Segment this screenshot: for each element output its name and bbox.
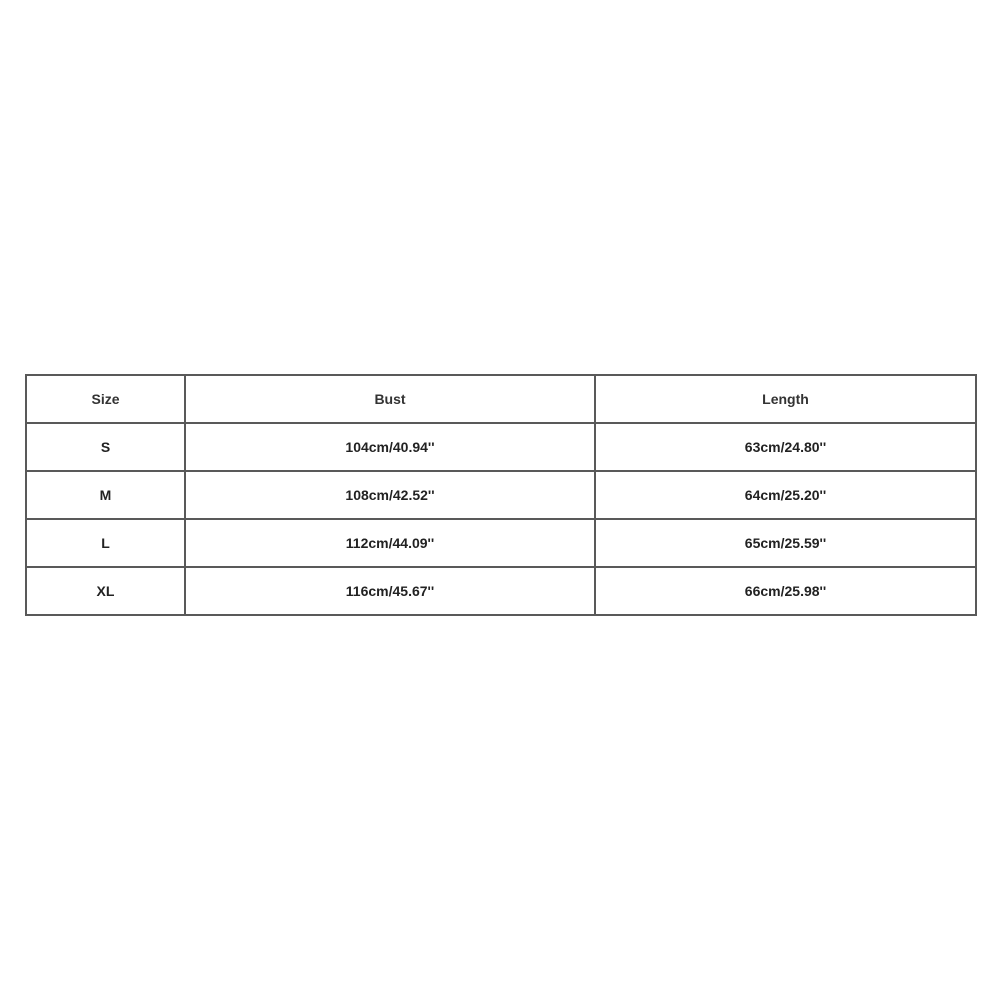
header-bust: Bust [185,375,595,423]
cell-length: 64cm/25.20'' [595,471,976,519]
header-size: Size [26,375,185,423]
cell-size: XL [26,567,185,615]
cell-length: 65cm/25.59'' [595,519,976,567]
table-row [26,471,976,519]
table-header-row [26,375,976,423]
cell-size: L [26,519,185,567]
cell-bust: 108cm/42.52'' [185,471,595,519]
table-row [26,567,976,615]
cell-length: 66cm/25.98'' [595,567,976,615]
cell-bust: 116cm/45.67'' [185,567,595,615]
cell-size: S [26,423,185,471]
cell-size: M [26,471,185,519]
cell-bust: 112cm/44.09'' [185,519,595,567]
table-row [26,423,976,471]
size-chart-table [25,374,977,616]
header-length: Length [595,375,976,423]
cell-bust: 104cm/40.94'' [185,423,595,471]
table-row [26,519,976,567]
cell-length: 63cm/24.80'' [595,423,976,471]
